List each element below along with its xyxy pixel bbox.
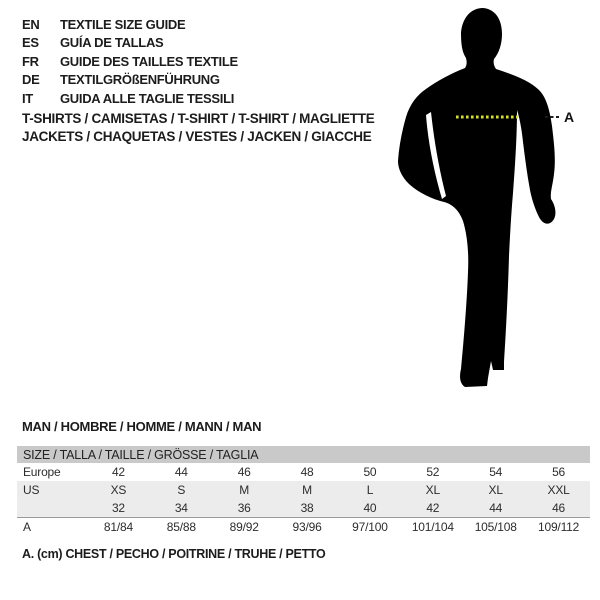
measurement-footnote: A. (cm) CHEST / PECHO / POITRINE / TRUHE / PETTO xyxy=(22,547,326,561)
language-label: TEXTILGRÖßENFÜHRUNG xyxy=(60,72,220,88)
row-label: US xyxy=(17,481,87,499)
size-cell: 40 xyxy=(339,499,402,518)
language-label: GUÍA DE TALLAS xyxy=(60,35,164,51)
table-row-chest-a xyxy=(17,518,590,537)
size-cell: 109/112 xyxy=(527,518,590,537)
category-line-tshirts: T-SHIRTS / CAMISETAS / T-SHIRT / T-SHIRT / MAGLIETTE xyxy=(22,110,375,126)
size-cell: 54 xyxy=(489,465,503,479)
size-cell: 50 xyxy=(363,465,377,479)
measure-label-a: A xyxy=(564,109,575,125)
table-row-us xyxy=(17,481,590,499)
language-label: GUIDA ALLE TAGLIE TESSILI xyxy=(60,90,235,106)
size-cell: XS xyxy=(87,481,150,499)
category-line-jackets: JACKETS / CHAQUETAS / VESTES / JACKEN / GIACCHE xyxy=(22,129,372,145)
section-title-man: MAN / HOMBRE / HOMME / MANN / MAN xyxy=(22,419,262,434)
language-row xyxy=(22,34,238,53)
size-cell: M xyxy=(276,481,339,499)
language-row xyxy=(22,52,238,71)
size-cell: XL xyxy=(401,481,464,499)
language-code: IT xyxy=(22,90,33,106)
size-cell: 36 xyxy=(213,499,276,518)
man-silhouette-figure xyxy=(395,0,595,400)
size-cell: 85/88 xyxy=(150,518,213,537)
table-row-europe xyxy=(17,463,590,481)
size-cell: 89/92 xyxy=(213,518,276,537)
size-cell: XL xyxy=(464,481,527,499)
size-cell: 38 xyxy=(276,499,339,518)
size-cell: M xyxy=(213,481,276,499)
size-cell: S xyxy=(150,481,213,499)
row-label xyxy=(17,499,87,518)
language-code: ES xyxy=(22,35,39,51)
language-list xyxy=(22,15,238,108)
size-cell: 44 xyxy=(174,465,188,479)
row-label: A xyxy=(17,518,87,537)
size-cell: 46 xyxy=(527,499,590,518)
size-cell: 42 xyxy=(111,465,125,479)
size-table xyxy=(17,446,590,536)
size-cell: 81/84 xyxy=(87,518,150,537)
size-cell: 42 xyxy=(401,499,464,518)
language-label: GUIDE DES TAILLES TEXTILE xyxy=(60,53,238,69)
size-cell: 44 xyxy=(464,499,527,518)
language-row xyxy=(22,71,238,90)
size-cell: XXL xyxy=(527,481,590,499)
row-label: Europe xyxy=(23,465,61,479)
language-row xyxy=(22,89,238,108)
language-label: TEXTILE SIZE GUIDE xyxy=(60,16,186,32)
size-cell: 56 xyxy=(552,465,566,479)
table-row-us-numeric xyxy=(17,499,590,518)
size-cell: 97/100 xyxy=(339,518,402,537)
language-row xyxy=(22,15,238,34)
language-code: EN xyxy=(22,16,40,32)
language-code: FR xyxy=(22,53,39,69)
garment-categories xyxy=(22,109,374,146)
size-table-header-row xyxy=(17,446,590,463)
language-code: DE xyxy=(22,72,40,88)
size-cell: 48 xyxy=(300,465,314,479)
size-cell: 34 xyxy=(150,499,213,518)
size-cell: 101/104 xyxy=(401,518,464,537)
size-cell: L xyxy=(339,481,402,499)
man-silhouette xyxy=(398,8,555,387)
size-table-header: SIZE / TALLA / TAILLE / GRÖSSE / TAGLIA xyxy=(17,446,590,463)
size-cell: 105/108 xyxy=(464,518,527,537)
size-cell: 93/96 xyxy=(276,518,339,537)
size-cell: 32 xyxy=(87,499,150,518)
size-cell: 46 xyxy=(237,465,251,479)
size-cell: 52 xyxy=(426,465,440,479)
